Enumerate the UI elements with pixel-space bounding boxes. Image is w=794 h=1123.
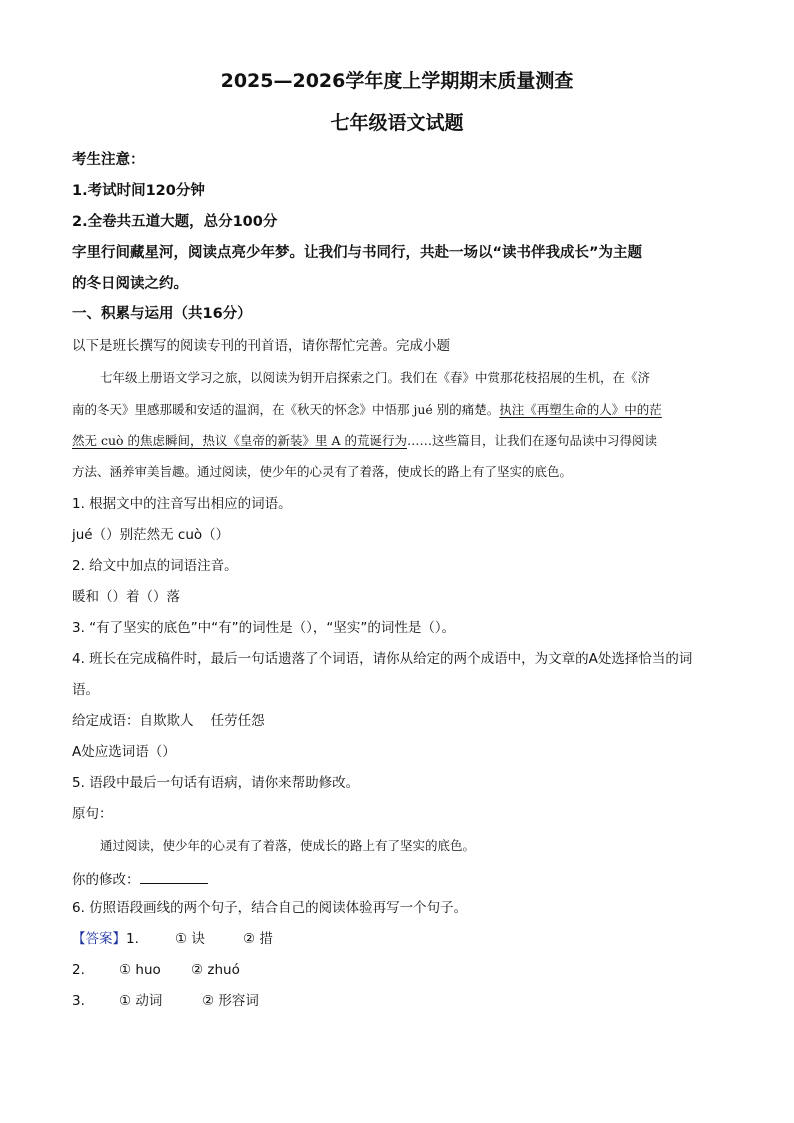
question-6: 6. 仿照语段画线的两个句子，结合自己的阅读体验再写一个句子。 (72, 900, 468, 916)
answer-blank[interactable] (140, 871, 208, 884)
answer-1-number: 1. (126, 931, 139, 947)
answer-row-1 (72, 933, 139, 947)
answer-1-part-2: ② 措 (243, 931, 273, 947)
section-heading: 一、积累与运用（共16分） (72, 306, 252, 322)
question-1: 1. 根据文中的注音写出相应的词语。 (72, 496, 292, 512)
answer-3-part-1: ① 动词 (119, 993, 163, 1009)
notice-item-2: 2.全卷共五道大题，总分100分 (72, 214, 278, 230)
intro-line-1: 字里行间藏星河，阅读点亮少年梦。让我们与书同行，共赴一场以“读书伴我成长”为主题 (72, 245, 643, 261)
answer-2-part-2: ② zhuó (191, 962, 240, 978)
question-2-line: 暖和（）着（）落 (72, 589, 180, 605)
notice-item-1: 1.考试时间120分钟 (72, 183, 205, 199)
underlined-sentence-2: 然无 cuò 的焦虑瞬间，热议《皇帝的新装》里 A 的荒诞行为 (72, 433, 407, 448)
passage-line-2 (72, 404, 662, 417)
answer-1-part-1: ① 诀 (175, 931, 205, 947)
answer-label: 【答案】 (72, 931, 126, 947)
exam-title: 2025—2026学年度上学期期末质量测查 (220, 70, 574, 92)
intro-line-2: 的冬日阅读之约。 (72, 276, 188, 292)
passage-line-2-text: 南的冬天》里感那暖和安适的温润，在《秋天的怀念》中悟那 jué 别的痛楚。 (72, 402, 500, 417)
answer-2-part-1: ① huo (119, 962, 161, 978)
question-4-answer: A处应选词语（） (72, 744, 176, 760)
question-5-fix (72, 871, 208, 888)
question-1-line: jué（）别茫然无 cuò（） (72, 527, 230, 543)
passage-line-3 (72, 435, 657, 448)
answer-3-part-2: ② 形容词 (202, 993, 259, 1009)
question-5: 5. 语段中最后一句话有语病，请你来帮助修改。 (72, 775, 360, 791)
passage-line-4: 方法、涵养审美旨趣。通过阅读，使少年的心灵有了着落，使成长的路上有了坚实的底色。 (72, 464, 573, 479)
question-4-given: 给定成语：自欺欺人 任劳任怨 (72, 713, 265, 729)
question-4-line-2: 语。 (72, 682, 99, 698)
underlined-sentence-1: 执注《再塑生命的人》中的茫 (499, 402, 662, 417)
section-instruction: 以下是班长撰写的阅读专刊的刊首语，请你帮忙完善。完成小题 (72, 338, 450, 354)
answer-3-number: 3. (72, 993, 85, 1009)
answer-2-number: 2. (72, 962, 85, 978)
question-4-line-1: 4. 班长在完成稿件时，最后一句话遗落了个词语，请你从给定的两个成语中，为文章的A处选择恰当的词 (72, 651, 693, 667)
exam-subtitle: 七年级语文试题 (330, 112, 464, 134)
passage-line-1: 七年级上册语文学习之旅，以阅读为钥开启探索之门。我们在《春》中赏那花枝招展的生机，在《济 (100, 370, 651, 385)
passage-line-3-text: ……这些篇目，让我们在逐句品读中习得阅读 (407, 433, 658, 448)
question-3: 3. “有了坚实的底色”中“有”的词性是（），“坚实”的词性是（）。 (72, 620, 456, 636)
question-5-original: 通过阅读，使少年的心灵有了着落，使成长的路上有了坚实的底色。 (100, 838, 476, 853)
question-2: 2. 给文中加点的词语注音。 (72, 558, 238, 574)
question-5-original-label: 原句： (72, 806, 113, 822)
question-5-fix-label: 你的修改： (72, 872, 140, 888)
notice-heading: 考生注意： (72, 152, 145, 168)
